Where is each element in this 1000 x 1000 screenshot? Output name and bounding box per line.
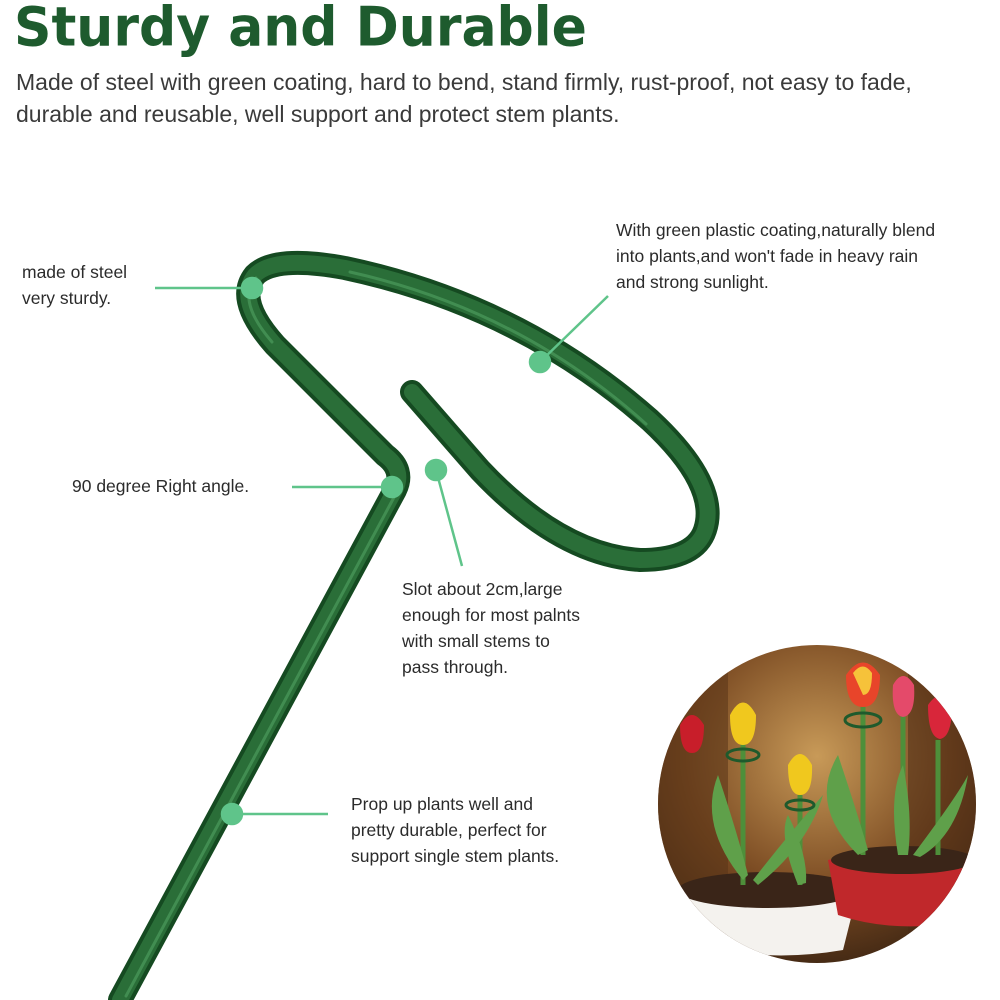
- callout-dot-icon: [222, 804, 242, 824]
- callout-angle: [292, 477, 402, 497]
- callout-dot-icon: [382, 477, 402, 497]
- callout-slot-text: Slot about 2cm,large enough for most palnts with small stems to pass through.: [402, 579, 581, 677]
- callout-prop: [222, 804, 328, 824]
- page-subtitle: Made of steel with green coating, hard to bend, stand firmly, rust-proof, not easy to fade, durable and reusable, well support and protect stem plants.: [16, 69, 912, 127]
- tulip-photo-icon: [658, 645, 976, 963]
- callout-dot-icon: [530, 352, 550, 372]
- callout-dot-icon: [426, 460, 446, 480]
- callout-coating-text: With green plastic coating,naturally blend into plants,and won't fade in heavy rain and strong sunlight.: [616, 220, 936, 292]
- page-title: Sturdy and Durable: [14, 0, 587, 59]
- callout-dot-icon: [242, 278, 262, 298]
- callout-angle-text: 90 degree Right angle.: [72, 476, 250, 496]
- callout-steel-text: made of steel very sturdy.: [22, 262, 128, 308]
- callout-prop-text: Prop up plants well and pretty durable, perfect for support single stem plants.: [351, 794, 560, 866]
- callout-steel: [155, 278, 262, 298]
- potted-tulips-photo: [658, 645, 976, 963]
- callout-slot: [426, 460, 462, 566]
